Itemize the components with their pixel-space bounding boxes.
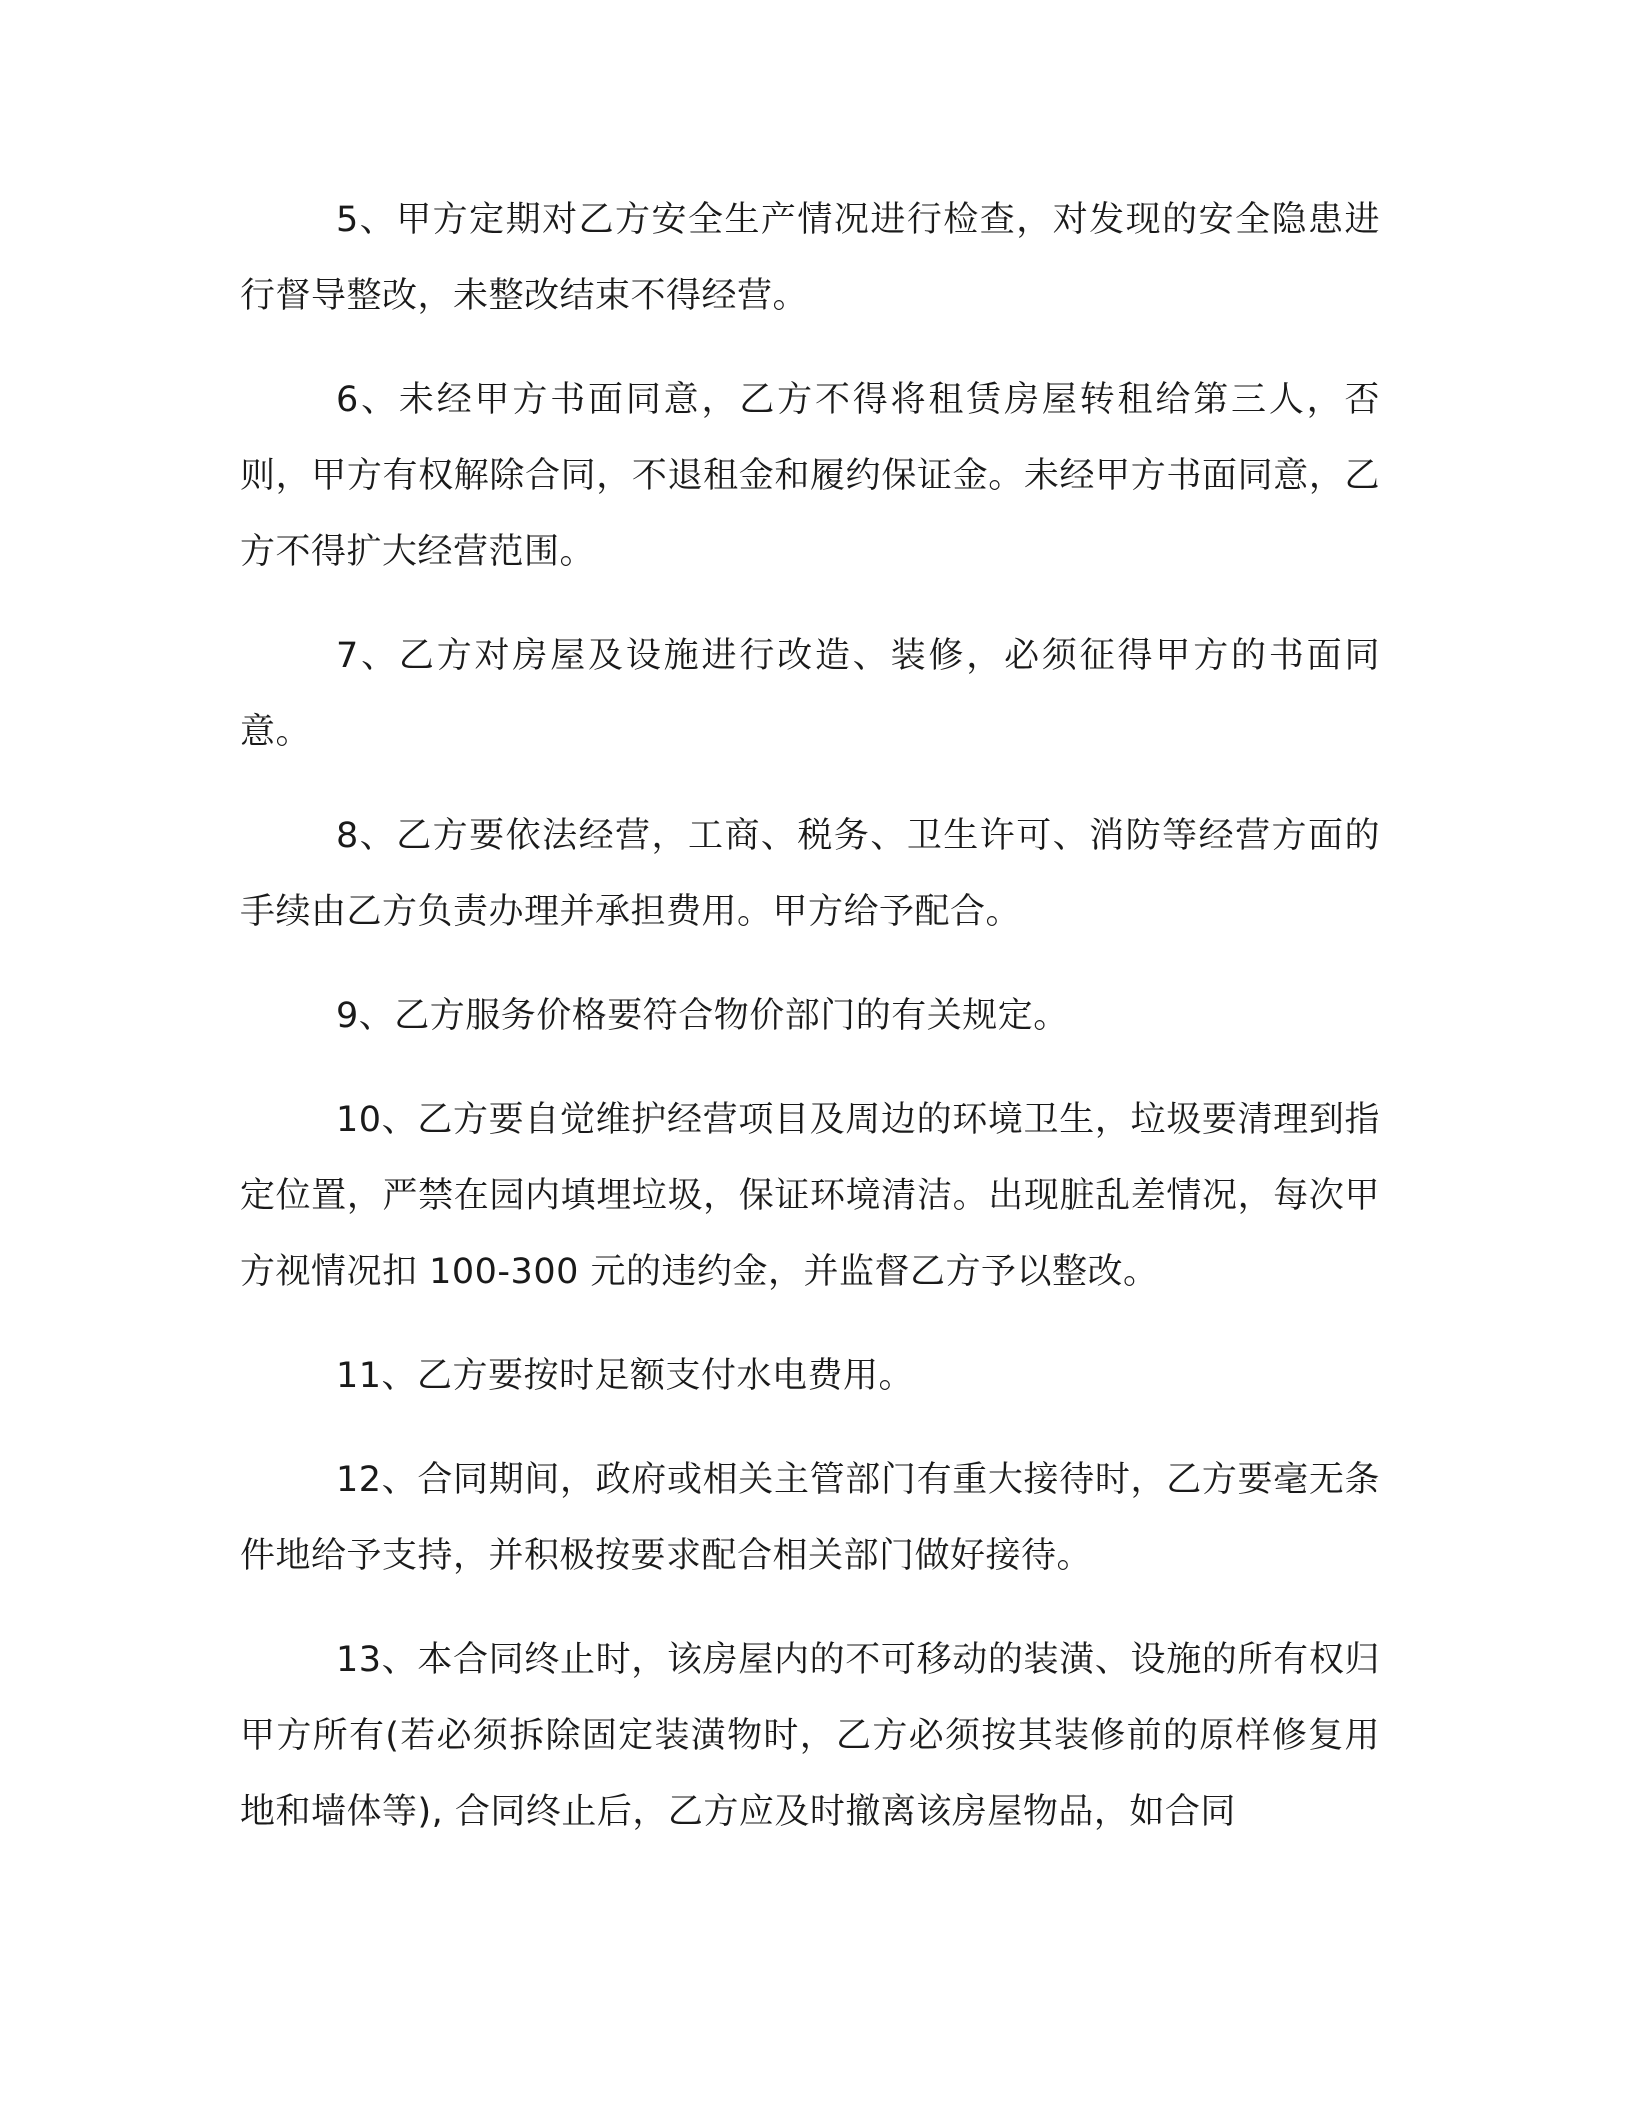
clause-11: 11、乙方要按时足额支付水电费用。	[336, 1356, 915, 1396]
clause-8: 8、乙方要依法经营，工商、税务、卫生许可、消防等经营方面的手续由乙方负责办理并承担费用。甲方给予配合。	[240, 816, 1380, 932]
clause-10: 10、乙方要自觉维护经营项目及周边的环境卫生，垃圾要清理到指定位置，严禁在园内填埋垃圾，保证环境清洁。出现脏乱差情况，每次甲方视情况扣 100-300 元的违约金，并监督乙方予以整改。	[240, 1100, 1380, 1292]
clause-12: 12、合同期间，政府或相关主管部门有重大接待时，乙方要毫无条件地给予支持，并积极按要求配合相关部门做好接待。	[240, 1460, 1380, 1576]
document-body	[240, 182, 1380, 1850]
clause-5: 5、甲方定期对乙方安全生产情况进行检查，对发现的安全隐患进行督导整改，未整改结束不得经营。	[240, 200, 1380, 316]
clause-13: 13、本合同终止时，该房屋内的不可移动的装潢、设施的所有权归甲方所有(若必须拆除固定装潢物时，乙方必须按其装修前的原样修复用地和墙体等), 合同终止后，乙方应及时撤离该房屋物品，如合同	[240, 1640, 1380, 1832]
clause-7: 7、乙方对房屋及设施进行改造、装修，必须征得甲方的书面同意。	[240, 636, 1380, 752]
clause-6: 6、未经甲方书面同意，乙方不得将租赁房屋转租给第三人，否则，甲方有权解除合同，不退租金和履约保证金。未经甲方书面同意，乙方不得扩大经营范围。	[240, 380, 1380, 572]
clause-9: 9、乙方服务价格要符合物价部门的有关规定。	[336, 996, 1069, 1036]
